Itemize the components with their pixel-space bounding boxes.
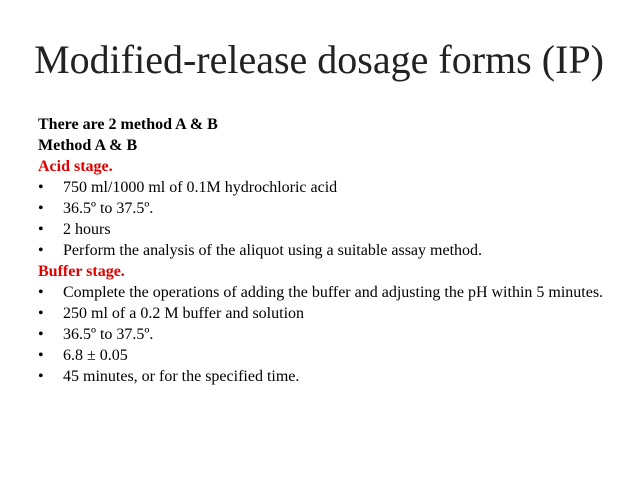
slide-body [38,114,608,387]
bullet-symbol: • [38,179,44,196]
buffer-bullet-2 [38,303,608,324]
bullet-symbol: • [38,368,44,385]
bullet-symbol: • [38,200,44,217]
acid-stage-heading: Acid stage. [38,158,113,175]
acid-bullet-text: Perform the analysis of the aliquot using a suitable assay method. [63,242,483,259]
acid-bullet-text: 750 ml/1000 ml of 0.1M hydrochloric acid [63,179,338,196]
buffer-bullet-text: Complete the operations of adding the buffer and adjusting the pH within 5 minutes. [63,284,604,301]
buffer-bullet-text: 36.5º to 37.5º. [63,326,154,343]
buffer-bullet-text: 45 minutes, or for the specified time. [63,368,300,385]
slide-title: Modified-release dosage forms (IP) [34,37,604,82]
acid-bullet-1 [38,177,608,198]
bullet-symbol: • [38,326,44,343]
buffer-bullet-text: 6.8 ± 0.05 [63,347,128,364]
buffer-bullet-3 [38,324,608,345]
acid-bullet-text: 36.5º to 37.5º. [63,200,154,217]
acid-bullet-text: 2 hours [63,221,111,238]
buffer-bullet-1 [38,282,608,303]
buffer-bullet-text: 250 ml of a 0.2 M buffer and solution [63,305,305,322]
bullet-symbol: • [38,305,44,322]
acid-bullet-4 [38,240,608,261]
bullet-symbol: • [38,284,44,301]
buffer-bullet-5 [38,366,608,387]
acid-bullet-3 [38,219,608,240]
bullet-symbol: • [38,347,44,364]
buffer-bullet-4 [38,345,608,366]
acid-bullet-2 [38,198,608,219]
intro-line: There are 2 method A & B [38,116,218,133]
buffer-stage-heading: Buffer stage. [38,263,125,280]
bullet-symbol: • [38,221,44,238]
bullet-symbol: • [38,242,44,259]
method-line: Method A & B [38,137,138,154]
